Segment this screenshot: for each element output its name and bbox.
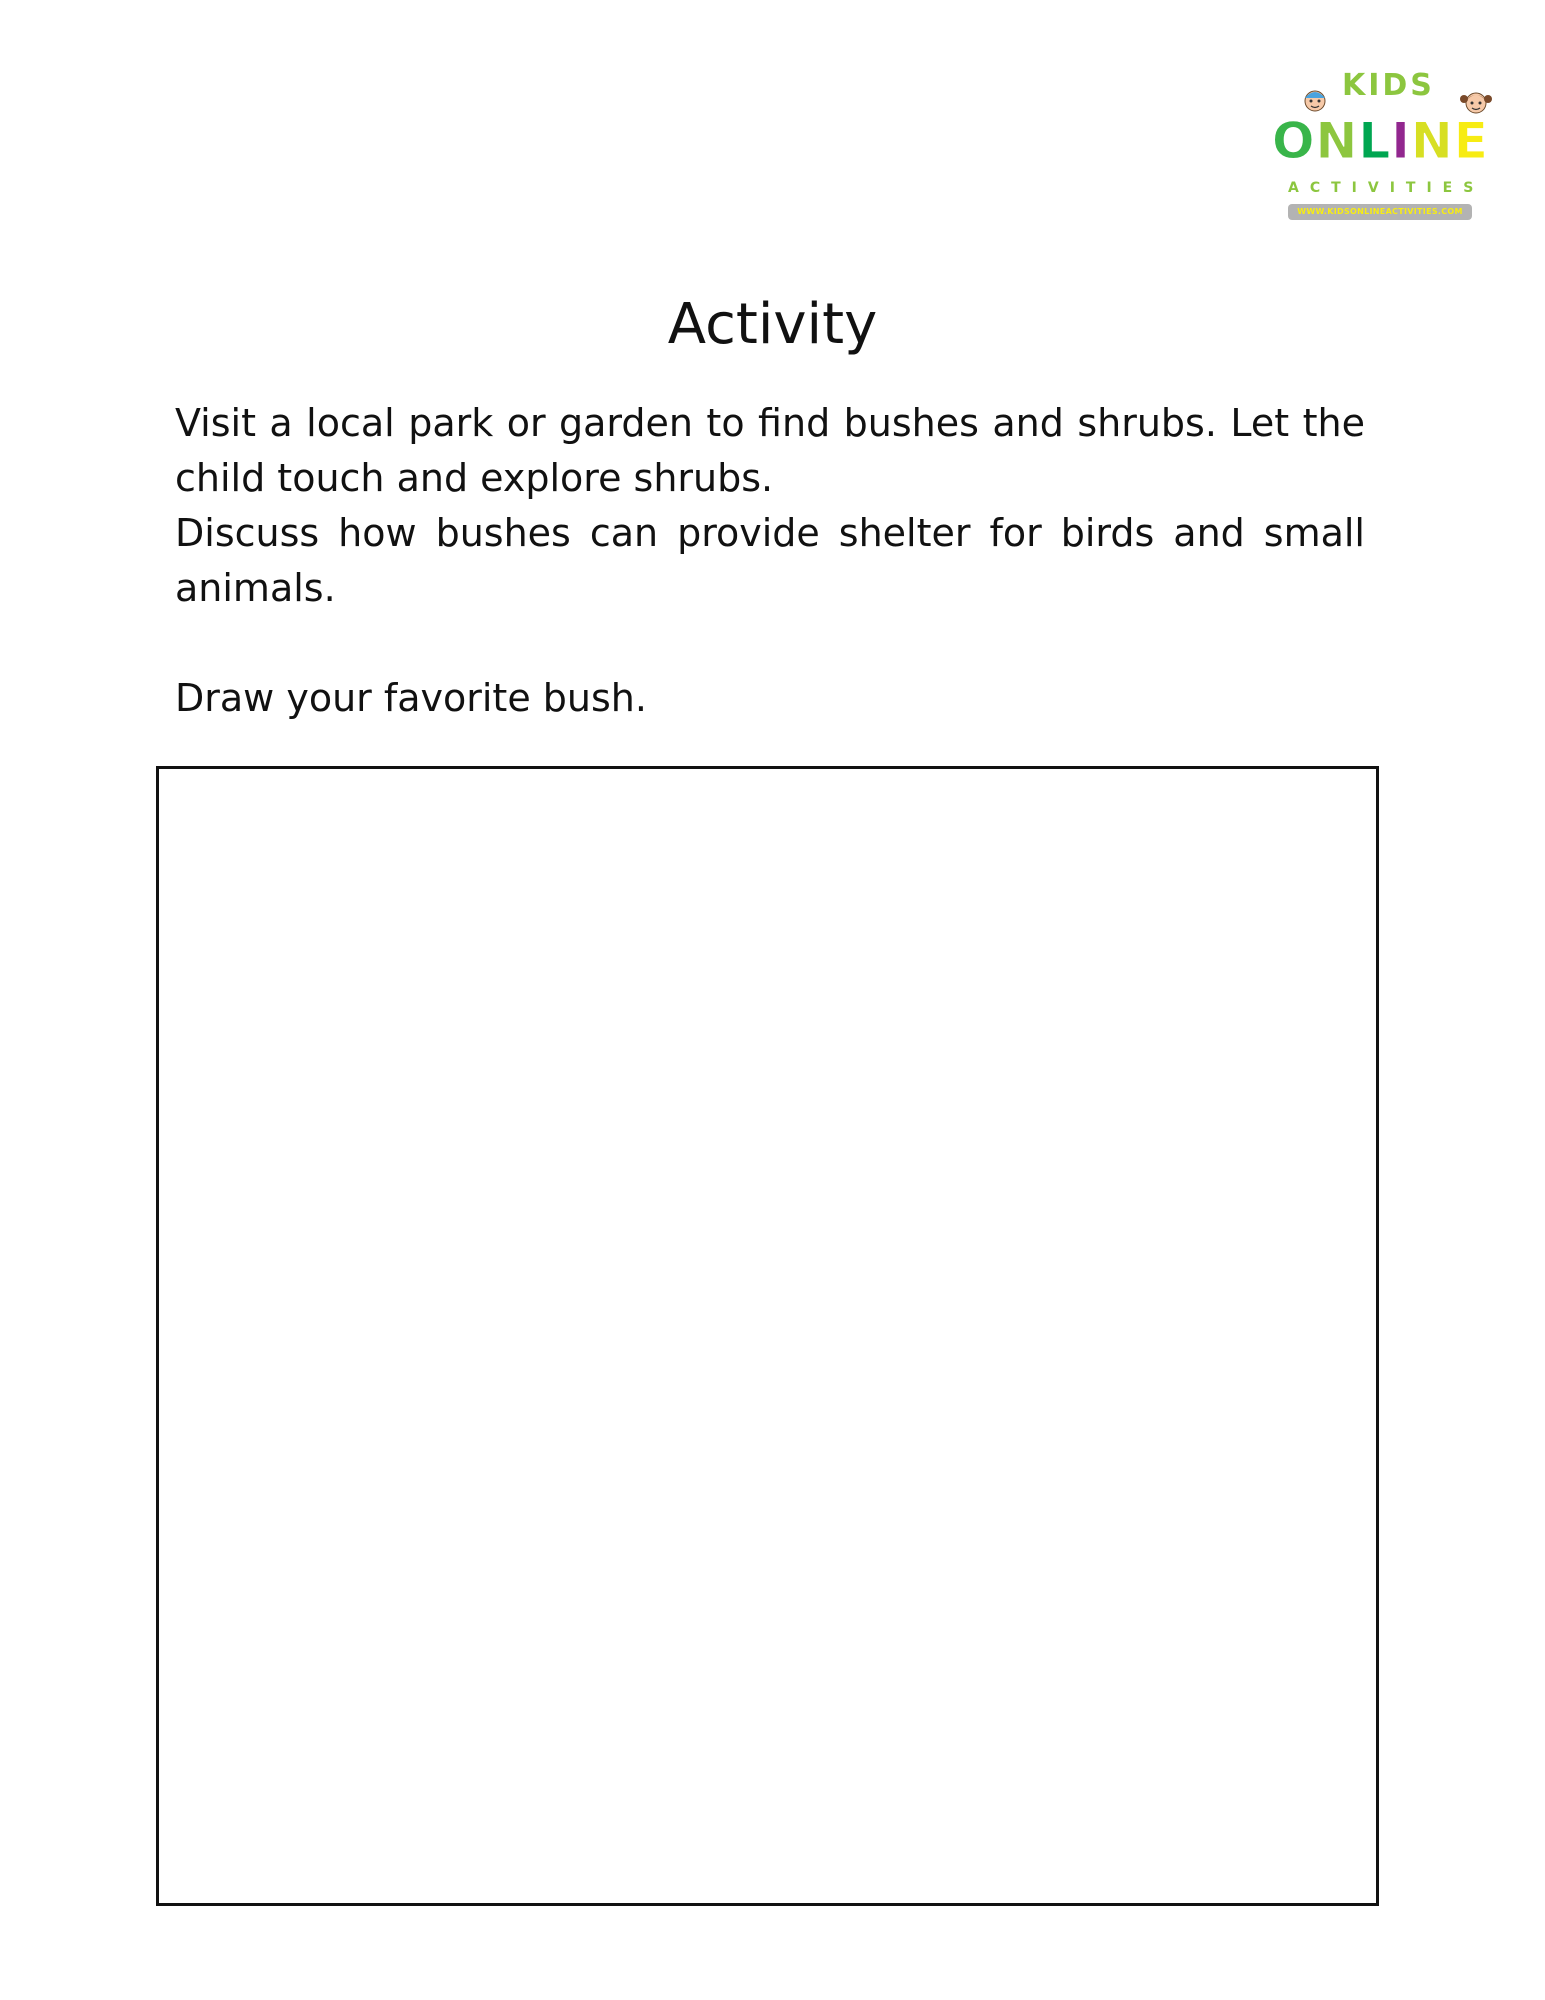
page-title: Activity — [667, 292, 878, 357]
logo-letter: N — [1410, 112, 1454, 170]
drawing-instruction: Draw your favorite bush. — [175, 676, 647, 720]
logo-activities-text: ACTIVITIES — [1288, 180, 1485, 196]
logo-letter: E — [1453, 112, 1489, 170]
logo-url: WWW.KIDSONLINEACTIVITIES.COM — [1288, 204, 1472, 220]
paragraph-discuss-shelter: Discuss how bushes can provide shelter for birds and small animals. — [175, 511, 1365, 610]
paragraph-visit-park: Visit a local park or garden to find bushes and shrubs. Let the child touch and explore shrubs. — [175, 401, 1365, 500]
logo-kids-text: KIDS — [1342, 68, 1435, 103]
logo-letter: N — [1315, 112, 1359, 170]
activity-instructions — [175, 396, 1365, 726]
logo-letter: L — [1358, 112, 1392, 170]
drawing-area[interactable] — [156, 766, 1379, 1906]
logo-letter: O — [1272, 112, 1316, 170]
logo-letter: I — [1391, 112, 1411, 170]
kids-online-activities-logo — [1270, 66, 1500, 236]
boy-face-icon — [1300, 84, 1330, 114]
logo-online-text — [1272, 112, 1489, 170]
